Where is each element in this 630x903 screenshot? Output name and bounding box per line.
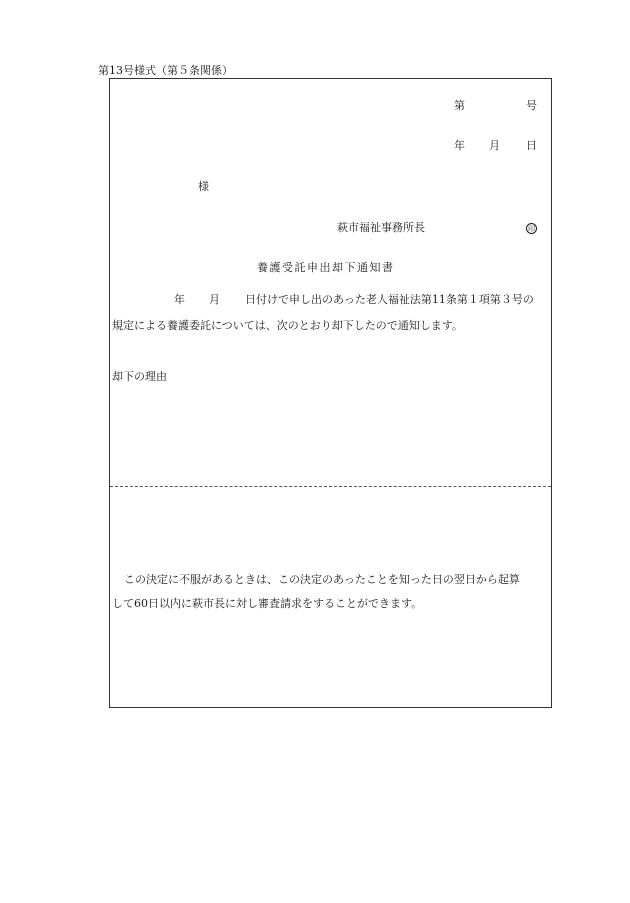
document-title: 養護受託申出却下通知書	[257, 261, 395, 274]
notice-line-1: この決定に不服があるときは、この決定のあったことを知った日の翌日から起算	[124, 573, 520, 586]
number-prefix: 第	[454, 99, 465, 112]
issuer-name: 萩市福祉事務所長	[337, 221, 425, 234]
document-frame	[109, 78, 552, 708]
body-line-2: 規定による養護委託については、次のとおり却下したので通知します。	[112, 319, 463, 332]
date-year: 年	[454, 139, 465, 152]
body-month: 月	[209, 293, 220, 306]
date-month: 月	[489, 139, 500, 152]
seal-mark	[526, 221, 537, 234]
reason-label: 却下の理由	[112, 370, 167, 383]
notice-line-2: して60日以内に萩市長に対し審査請求をすることができます。	[112, 597, 423, 610]
dashed-divider	[110, 486, 551, 487]
number-suffix: 号	[526, 99, 537, 112]
body-line-1: 日付けで申し出のあった老人福祉法第11条第１項第３号の	[245, 293, 534, 306]
form-number-label: 第13号様式（第５条関係）	[98, 64, 233, 77]
addressee-suffix: 様	[198, 180, 209, 193]
seal-stamp: 印	[528, 225, 535, 233]
body-year: 年	[174, 293, 185, 306]
date-day: 日	[526, 139, 537, 152]
